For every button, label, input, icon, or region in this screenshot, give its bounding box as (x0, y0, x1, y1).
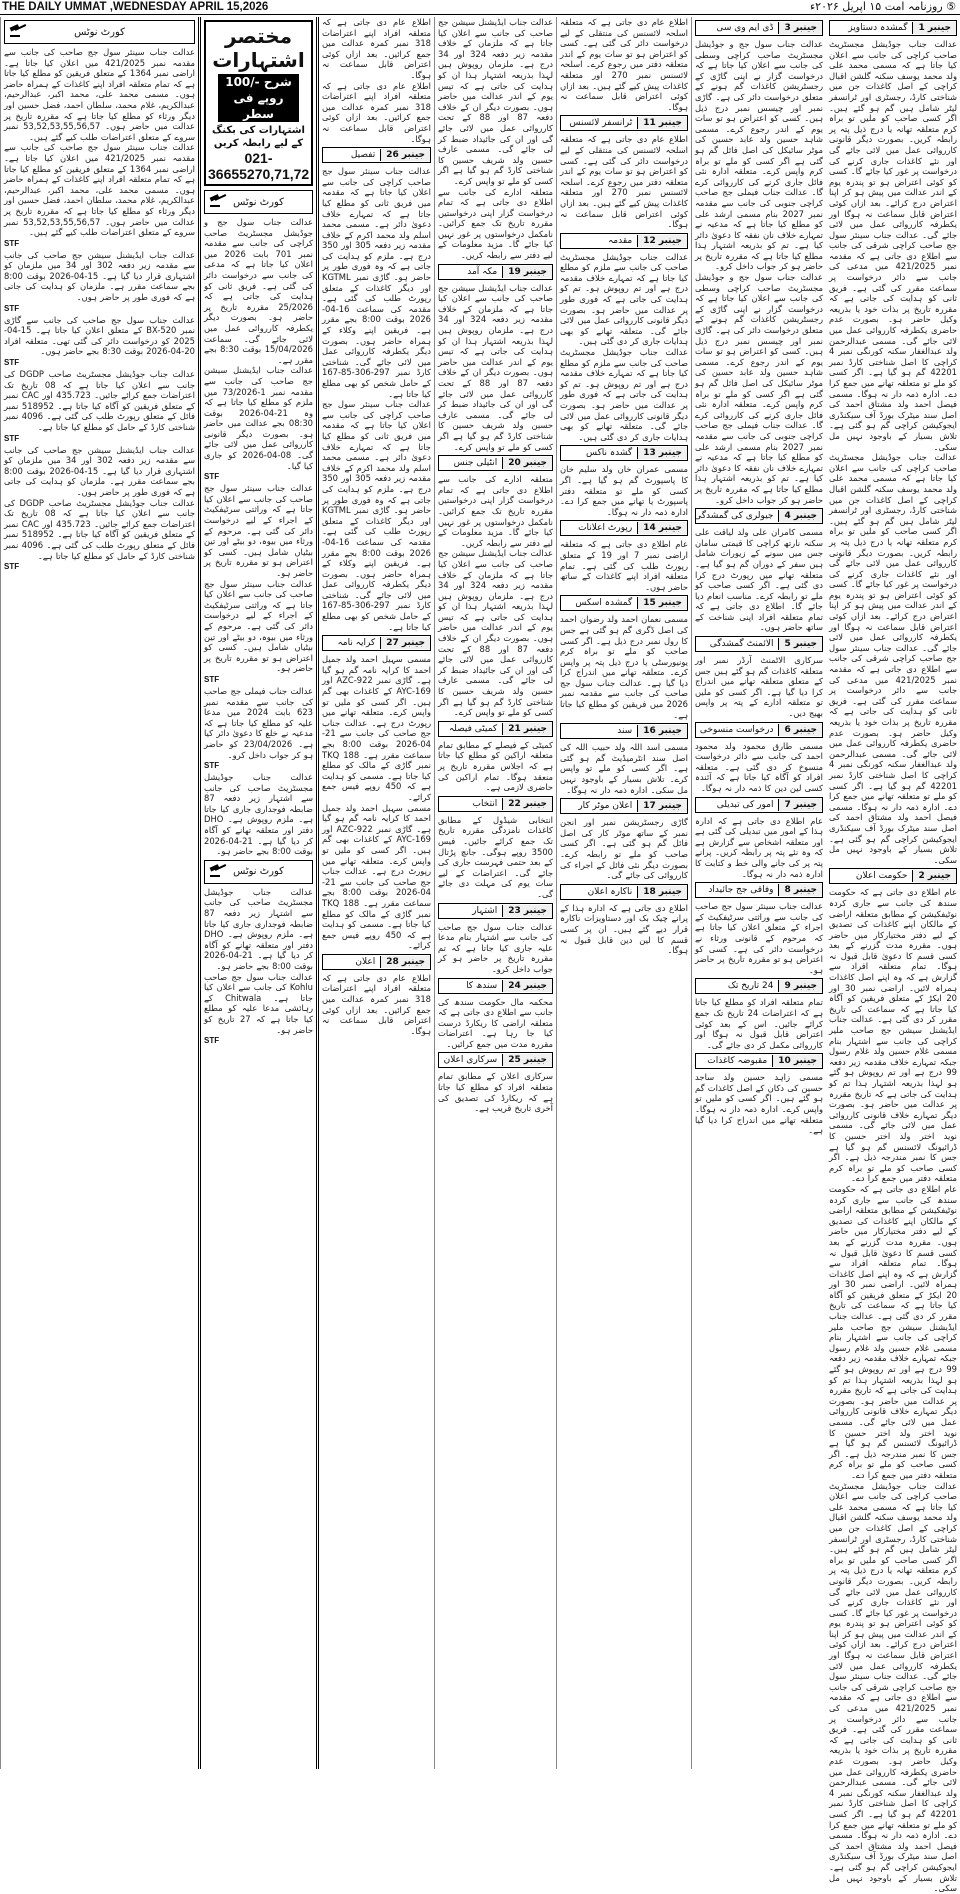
notice-body: اطلاع عام دی جاتی ہے کہ متعلقہ افراد اپنے اعتراضات 318 نمبر کمرہ عدالت میں جمع کرائیں۔ بعد ازاں کوئی اعتراض قابل سماعت نہ ہوگا۔ (322, 972, 431, 1036)
notice-body: عدالت جناب ایڈیشنل سیشن جج صاحب کی جانب سے اعلان کیا جاتا ہے کہ ملزمان کے خلاف مقدمہ زیر دفعہ 324 اور 34 درج ہے۔ ملزمان روپوش ہیں لہذا بذریعہ اشتہار ہذا ان کو ہدایت کی جاتی ہے کہ تیس یوم کے اندر عدالت میں حاضر ہوں۔ بصورت دیگر ان کے خلاف دفعہ 87 اور 88 کے تحت کارروائی عمل میں لائی جائے گی اور ان کی جائیداد ضبط کر لی جائے گی۔ مسمی عارف حسین ولد شریف حسین کا شناختی کارڈ گم ہو گیا ہے اگر کسی کو ملے تو واپس کرے۔ (438, 548, 553, 718)
classified-ad-box (204, 20, 313, 186)
notice-body: عدالت جناب سینئر سول جج صاحب کی جانب سے مقدمہ نمبر 421/2025 میں اعلان کیا جاتا ہے۔ اراضی نمبر 1364 کے متعلق فریقین کو مطلع کیا جاتا ہے کہ تمام متعلقہ افراد اپنے کاغذات کے ہمراہ حاضر ہوں۔ مسمی محمد علی، محمد اکبر، عبدالرحیم، عبدالکریم، غلام محمد، سلطان احمد، فضل حسین اور دیگر ورثاء کو مطلع کیا جاتا ہے کہ مقررہ تاریخ پر عدالت میں حاضر ہوں۔ 53,52,53,55,56,57 نمبر سروے کے متعلق اعتراضات طلب کیے گئے ہیں۔ (4, 142, 196, 238)
notice-number: جینبر 24 (502, 980, 552, 992)
notice-body: عدالت جناب جوڈیشل مجسٹریٹ صاحب کراچی کی جانب سے اعلان کیا جاتا ہے کہ مسمی محمد علی ولد محمد یوسف سکنہ گلشن اقبال کراچی کے اصل کاغذات جن میں شناختی کارڈ، رجسٹری اور ٹرانسفر لیٹر شامل ہیں گم ہو گئے ہیں۔ اگر کسی صاحب کو ملیں تو براہ کرم متعلقہ تھانہ یا درج ذیل پتہ پر رابطہ کریں۔ بصورت دیگر قانونی کارروائی عمل میں لائی جائے گی اور نئے کاغذات جاری کرنے کی درخواست پر غور کیا جائے گا۔ کسی کو کوئی اعتراض ہو تو پندرہ یوم کے اندر عدالت میں پیش ہو کر اپنا اعتراض درج کرائے۔ بعد ازاں کوئی اعتراض قابل سماعت نہ ہوگا اور یکطرفہ کارروائی عمل میں لائی جائے گی۔ عدالت جناب سینئر سول جج صاحب کراچی شرقی کی جانب سے اطلاع دی جاتی ہے کہ مقدمہ نمبر 421/2025 میں مدعی کی جانب سے دائر درخواست پر سماعت مقرر کی گئی ہے۔ فریق ثانی کو ہدایت کی جاتی ہے کہ مقررہ تاریخ پر بذات خود یا بذریعہ وکیل حاضر ہو۔ بصورت عدم حاضری یکطرفہ کارروائی عمل میں لائی جائے گی۔ مسمی عبدالرحمن ولد عبدالغفار سکنہ کورنگی نمبر 4 کراچی کا اصل شناختی کارڈ نمبر 42201 گم ہو گیا ہے۔ اگر کسی کو ملے تو متعلقہ تھانے میں جمع کرا دے۔ ادارہ ذمہ دار نہ ہوگا۔ مسمی فیصل احمد ولد مشتاق احمد کی اصل سند میٹرک بورڈ آف سیکنڈری ایجوکیشن کراچی گم ہو گئی ہے۔ تلاش بسیار کے باوجود نہیں مل سکی۔ (829, 1480, 957, 1894)
notice-heading (560, 595, 688, 611)
notice-body: کمیٹی کے فیصلے کے مطابق تمام متعلقہ اراکین کو مطلع کیا جاتا ہے کہ اجلاس مقررہ تاریخ پر منعقد ہوگا۔ تمام اراکین کی حاضری لازمی ہے۔ (438, 739, 553, 793)
notice-body: عام اطلاع دی جاتی ہے کہ حکومت سندھ کی جانب سے جاری کردہ نوٹیفکیشن کے مطابق متعلقہ اراضی کے مالکان اپنے کاغذات کی تصدیق کے لیے دفتر مختیارکار میں حاضر ہوں۔ مقررہ مدت گزرنے کے بعد کسی قسم کا دعویٰ قابل قبول نہ ہوگا۔ تمام متعلقہ افراد سے گزارش ہے کہ وہ اپنے اصل کاغذات ہمراہ لائیں۔ اراضی نمبر 30 اور 20 ایکڑ کے متعلق فریقین کو آگاہ کیا جاتا ہے کہ سماعت کی تاریخ مقرر کر دی گئی ہے۔ عدالت جناب ایڈیشنل سیشن جج صاحب ملیر کراچی کی جانب سے اشتہار بنام مسمی غلام حسین ولد غلام رسول جبکہ تمہارے خلاف مقدمہ زیر دفعہ 99 درج ہے اور تم روپوش ہو گئے ہو لہذا بذریعہ اشتہار ہذا تم کو ہدایت کی جاتی ہے کہ تاریخ مقررہ پر عدالت میں حاضر ہو۔ بصورت دیگر تمہارے خلاف قانونی کارروائی عمل میں لائی جائے گی۔ مسمی نوید اختر ولد اختر حسین کا ڈرائیونگ لائسنس گم ہو گیا ہے جس کا نمبر مندرجہ ذیل ہے۔ اگر کسی صاحب کو ملے تو براہ کرم متعلقہ دفتر میں جمع کرا دے۔ (829, 1183, 958, 1480)
column-2 (691, 17, 826, 1769)
notice-body: عدالت جناب سینئر سول جج صاحب کی جانب سے مقدمہ نمبر 421/2025 میں اعلان کیا جاتا ہے۔ اراضی نمبر 1364 کے متعلق فریقین کو مطلع کیا جاتا ہے کہ تمام متعلقہ افراد اپنے کاغذات کے ہمراہ حاضر ہوں۔ مسمی محمد علی، محمد اکبر، عبدالرحیم، عبدالکریم، غلام محمد، سلطان احمد، فضل حسین اور دیگر ورثاء کو مطلع کیا جاتا ہے کہ مقررہ تاریخ پر عدالت میں حاضر ہوں۔ 53,52,53,55,56,57 نمبر سروے کے متعلق اعتراضات طلب کیے گئے ہیں۔ (4, 47, 196, 142)
columns (0, 17, 960, 1894)
notice-body: انتخابی شیڈول کے مطابق کاغذات نامزدگی مقررہ تاریخ تک جمع کرائے جائیں۔ فیس 3500 روپے ہوگی۔ جانچ پڑتال کے بعد حتمی فہرست جاری کی جائے گی۔ اعتراضات کے لیے سات یوم کی مہلت دی جائے گی۔ (438, 814, 553, 899)
notice-title: تفصیل (350, 150, 376, 161)
notice-title: گمشدہ اسکس (575, 598, 633, 609)
notice-heading (322, 954, 431, 970)
notice-body: عدالت جناب ایڈیشنل سیشن جج صاحب کی جانب سے اعلان کیا جاتا ہے کہ ملزمان کے خلاف مقدمہ زیر دفعہ 324 اور 34 درج ہے۔ ملزمان روپوش ہیں لہذا بذریعہ اشتہار ہذا ان کو ہدایت کی جاتی ہے کہ تیس یوم کے اندر عدالت میں حاضر ہوں۔ بصورت دیگر ان کے خلاف دفعہ 87 اور 88 کے تحت کارروائی عمل میں لائی جائے گی اور ان کی جائیداد ضبط کر لی جائے گی۔ مسمی عارف حسین ولد شریف حسین کا شناختی کارڈ گم ہو گیا ہے اگر کسی کو ملے تو واپس کرے۔ (438, 17, 553, 186)
notice-title: کمیٹی فیصلہ (448, 723, 498, 734)
notice-heading (829, 20, 957, 36)
notice-heading (829, 868, 957, 884)
gavel-icon (9, 24, 29, 38)
notice-body: عدالت جناب جوڈیشل مجسٹریٹ صاحب کراچی کی جانب سے اعلان کیا جاتا ہے کہ مسمی محمد علی ولد محمد یوسف سکنہ گلشن اقبال کراچی کے اصل کاغذات جن میں شناختی کارڈ، رجسٹری اور ٹرانسفر لیٹر شامل ہیں گم ہو گئے ہیں۔ اگر کسی صاحب کو ملیں تو براہ کرم متعلقہ تھانہ یا درج ذیل پتہ پر رابطہ کریں۔ بصورت دیگر قانونی کارروائی عمل میں لائی جائے گی اور نئے کاغذات جاری کرنے کی درخواست پر غور کیا جائے گا۔ کسی کو کوئی اعتراض ہو تو پندرہ یوم کے اندر عدالت میں پیش ہو کر اپنا اعتراض درج کرائے۔ بعد ازاں کوئی اعتراض قابل سماعت نہ ہوگا اور یکطرفہ کارروائی عمل میں لائی جائے گی۔ عدالت جناب سینئر سول جج صاحب کراچی شرقی کی جانب سے اطلاع دی جاتی ہے کہ مقدمہ نمبر 421/2025 میں مدعی کی جانب سے دائر درخواست پر سماعت مقرر کی گئی ہے۔ فریق ثانی کو ہدایت کی جاتی ہے کہ مقررہ تاریخ پر بذات خود یا بذریعہ وکیل حاضر ہو۔ بصورت عدم حاضری یکطرفہ کارروائی عمل میں لائی جائے گی۔ مسمی عبدالرحمن ولد عبدالغفار سکنہ کورنگی نمبر 4 کراچی کا اصل شناختی کارڈ نمبر 42201 گم ہو گیا ہے۔ اگر کسی کو ملے تو متعلقہ تھانے میں جمع کرا دے۔ ادارہ ذمہ دار نہ ہوگا۔ مسمی فیصل احمد ولد مشتاق احمد کی اصل سند میٹرک بورڈ آف سیکنڈری ایجوکیشن کراچی گم ہو گئی ہے۔ تلاش بسیار کے باوجود نہیں مل سکی۔ (829, 452, 957, 865)
notice-body: مسمی زاہد حسین ولد ساجد حسین کی دکان کے اصل کاغذات گم ہو گئے ہیں۔ اگر کسی کو ملیں تو واپس کرے۔ ادارہ ذمہ دار نہ ہوگا۔ متعلقہ تھانے میں اندراج کرا دیا گیا ہے۔ (695, 1072, 823, 1136)
ad-contact: اشتہارات کی بکنگ کے لیے رابطہ کریں (212, 125, 305, 149)
notice-title: رپورٹ اعلانات (578, 523, 633, 534)
notice-body: عدالت جناب جوڈیشل مجسٹریٹ صاحب کی جانب سے اشتہار زیر دفعہ 87 ضابطہ فوجداری جاری کیا جاتا ہے۔ ملزم روپوش ہے۔ DHO دفتر اور متعلقہ تھانے کو آگاہ کر دیا گیا ہے۔ 21-04-2026 بوقت 8:00 بجے حاضر ہو۔ (204, 886, 313, 971)
notice-body: عدالت جناب سول جج و جوڈیشل مجسٹریٹ صاحب کراچی وسطی کی جانب سے اعلان کیا جاتا ہے کہ درخواست گزار نے اپنی گاڑی کے رجسٹریشن کاغذات گم ہونے کے متعلق درخواست دائر کی ہے۔ گاڑی نمبر اور چیسس نمبر درج ذیل ہیں۔ کسی کو اعتراض ہو تو سات یوم کے اندر رجوع کرے۔ مسمی شاہد حسین ولد عابد حسین کی موٹر سائیکل کی اصل فائل گم ہو گئی ہے اگر کسی کو ملے تو براہ کرم واپس کرے۔ متعلقہ ادارہ نئی فائل جاری کرنے کی کارروائی کرے گا۔ عدالت جناب فیملی جج صاحب کراچی جنوبی کی جانب سے مقدمہ نمبر 2027 بنام مسمی ارشد علی کو مطلع کیا جاتا ہے کہ مدعیہ نے تمہارے خلاف نان نفقہ کا دعویٰ دائر کیا ہے۔ تم کو بذریعہ اشتہار ہذا مطلع کیا جاتا ہے کہ مقررہ تاریخ پر حاضر ہو کر جواب داخل کرو۔ (695, 272, 824, 505)
notice-body: عدالت جناب جوڈیشل مجسٹریٹ صاحب کراچی کی جانب سے اعلان کیا جاتا ہے کہ مسمی محمد علی ولد محمد یوسف سکنہ گلشن اقبال کراچی کے اصل کاغذات جن میں شناختی کارڈ، رجسٹری اور ٹرانسفر لیٹر شامل ہیں گم ہو گئے ہیں۔ اگر کسی صاحب کو ملیں تو براہ کرم متعلقہ تھانہ یا درج ذیل پتہ پر رابطہ کریں۔ بصورت دیگر قانونی کارروائی عمل میں لائی جائے گی اور نئے کاغذات جاری کرنے کی درخواست پر غور کیا جائے گا۔ کسی کو کوئی اعتراض ہو تو پندرہ یوم کے اندر عدالت میں پیش ہو کر اپنا اعتراض درج کرائے۔ بعد ازاں کوئی اعتراض قابل سماعت نہ ہوگا اور یکطرفہ کارروائی عمل میں لائی جائے گی۔ عدالت جناب سینئر سول جج صاحب کراچی شرقی کی جانب سے اطلاع دی جاتی ہے کہ مقدمہ نمبر 421/2025 میں مدعی کی جانب سے دائر درخواست پر سماعت مقرر کی گئی ہے۔ فریق ثانی کو ہدایت کی جاتی ہے کہ مقررہ تاریخ پر بذات خود یا بذریعہ وکیل حاضر ہو۔ بصورت عدم حاضری یکطرفہ کارروائی عمل میں لائی جائے گی۔ مسمی عبدالرحمن ولد عبدالغفار سکنہ کورنگی نمبر 4 کراچی کا اصل شناختی کارڈ نمبر 42201 گم ہو گیا ہے۔ اگر کسی کو ملے تو متعلقہ تھانے میں جمع کرا دے۔ ادارہ ذمہ دار نہ ہوگا۔ مسمی فیصل احمد ولد مشتاق احمد کی اصل سند میٹرک بورڈ آف سیکنڈری ایجوکیشن کراچی گم ہو گئی ہے۔ تلاش بسیار کے باوجود نہیں مل سکی۔ (829, 39, 957, 452)
notice-body: مسمی نعمان احمد ولد رضوان احمد کی اصل ڈگری گم ہو گئی ہے جس کا رول نمبر درج ذیل ہے۔ اگر کسی صاحب کو ملے تو براہ کرم یونیورسٹی یا درج ذیل پتہ پر واپس کرے۔ متعلقہ تھانے میں اندراج کرا دیا گیا ہے۔ عدالت جناب سول جج صاحب کی جانب سے مقدمہ نمبر 2026 میں فریقین کو مطلع کیا جاتا ہے۔ (560, 614, 688, 720)
notice-title: درخواست منسوخی (699, 724, 774, 735)
column-7 (0, 17, 198, 1769)
notice-body: عدالت جناب سول جج و جوڈیشل مجسٹریٹ صاحب کراچی وسطی کی جانب سے اعلان کیا جاتا ہے کہ درخواست گزار نے اپنی گاڑی کے رجسٹریشن کاغذات گم ہونے کے متعلق درخواست دائر کی ہے۔ گاڑی نمبر اور چیسس نمبر درج ذیل ہیں۔ کسی کو اعتراض ہو تو سات یوم کے اندر رجوع کرے۔ مسمی شاہد حسین ولد عابد حسین کی موٹر سائیکل کی اصل فائل گم ہو گئی ہے اگر کسی کو ملے تو براہ کرم واپس کرے۔ متعلقہ ادارہ نئی فائل جاری کرنے کی کارروائی کرے گا۔ عدالت جناب فیملی جج صاحب کراچی جنوبی کی جانب سے مقدمہ نمبر 2027 بنام مسمی ارشد علی کو مطلع کیا جاتا ہے کہ مدعیہ نے تمہارے خلاف نان نفقہ کا دعویٰ دائر کیا ہے۔ تم کو بذریعہ اشتہار ہذا مطلع کیا جاتا ہے کہ مقررہ تاریخ پر حاضر ہو کر جواب داخل کرو۔ (695, 39, 824, 272)
notice-title: جیولری کی گمشدگی (694, 511, 774, 522)
notice-title: مکہ آمد (467, 266, 498, 277)
notice-body: عدالت جناب ایڈیشنل سیشن جج صاحب کی جانب سے مقدمہ زیر دفعہ 302 اور 34 میں ملزمان کو اشتہاری قرار دیا گیا ہے۔ 15-04-2026 بوقت 8:00 بجے سماعت مقرر ہے۔ ملزمان کو ہدایت کی جاتی ہے کہ فوری طور پر حاضر ہوں۔ (4, 249, 195, 303)
notice-body: گاڑی رجسٹریشن نمبر اور انجن نمبر کے ساتھ موٹر کار کی اصل فائل گم ہو گئی ہے۔ اگر کسی صاحب کو ملے تو رابطہ کرے۔ بصورت دیگر نئی فائل کے اجراء کی کارروائی کی جائے گی۔ (560, 817, 688, 881)
notice-title: سندھ کا (466, 980, 498, 991)
notice-body: اطلاع عام دی جاتی ہے کہ متعلقہ افراد اپنے اعتراضات 318 نمبر کمرہ عدالت میں جمع کرائیں۔ بعد ازاں کوئی اعتراض قابل سماعت نہ ہوگا۔ (322, 17, 431, 80)
notice-number: جینبر 27 (380, 637, 430, 649)
notice-body: عدالت جناب جوڈیشل مجسٹریٹ صاحب DGDP کی جانب سے اعلان کیا جاتا ہے کہ 08 تاریخ تک اعتراضات جمع کرائے جائیں۔ 435.723 اور CAC نمبر کے متعلق فریقین کو آگاہ کیا جاتا ہے۔ 518952 نمبر فائل کے متعلق رپورٹ طلب کی گئی ہے۔ 4096 نمبر شناختی کارڈ کے حامل کو مطلع کیا جاتا ہے۔ (4, 497, 196, 561)
notice-body: عدالت جناب ایڈیشنل سیشن جج صاحب کی جانب سے اعلان کیا جاتا ہے کہ ملزمان کے خلاف مقدمہ زیر دفعہ 324 اور 34 درج ہے۔ ملزمان روپوش ہیں لہذا بذریعہ اشتہار ہذا ان کو ہدایت کی جاتی ہے کہ تیس یوم کے اندر عدالت میں حاضر ہوں۔ بصورت دیگر ان کے خلاف دفعہ 87 اور 88 کے تحت کارروائی عمل میں لائی جائے گی اور ان کی جائیداد ضبط کر لی جائے گی۔ مسمی عارف حسین ولد شریف حسین کا شناختی کارڈ گم ہو گیا ہے اگر کسی کو ملے تو واپس کرے۔ (438, 282, 553, 452)
notice-title: اشتہار (472, 905, 498, 916)
notice-body: مسمی سہیل احمد ولد جمیل احمد کا کرایہ نامہ گم ہو گیا ہے۔ گاڑی نمبر AZC-922 اور AYC-169 کے کاغذات بھی گم ہیں۔ اگر کسی کو ملیں تو واپس کرے۔ متعلقہ تھانے میں رپورٹ درج ہے۔ عدالت جناب جج صاحب کی جانب سے 21-04-2026 بوقت 8:00 بجے سماعت مقرر ہے۔ TKQ 188 نمبر گاڑی کے مالک کو مطلع کیا جاتا ہے۔ مسمی کو ہدایت ہے کہ 450 روپے فیس جمع کرائے۔ (322, 654, 431, 802)
notice-number: جینبر 21 (502, 723, 552, 735)
notice-body: مسمی سہیل احمد ولد جمیل احمد کا کرایہ نامہ گم ہو گیا ہے۔ گاڑی نمبر AZC-922 اور AYC-169 کے کاغذات بھی گم ہیں۔ اگر کسی کو ملیں تو واپس کرے۔ متعلقہ تھانے میں رپورٹ درج ہے۔ عدالت جناب جج صاحب کی جانب سے 21-04-2026 بوقت 8:00 بجے سماعت مقرر ہے۔ TKQ 188 نمبر گاڑی کے مالک کو مطلع کیا جاتا ہے۔ مسمی کو ہدایت ہے کہ 450 روپے فیس جمع کرائے۔ (322, 802, 431, 951)
masthead-english: THE DAILY UMMAT ,WEDNESDAY APRIL 15,2026 (2, 1, 269, 13)
notice-number: جینبر 14 (637, 522, 687, 534)
notice-title: وفاقی جج جائیداد (708, 885, 774, 896)
notice-number: جینبر 12 (637, 235, 687, 247)
court-notice-heading (204, 190, 313, 214)
notice-title: مقبوضہ کاغذات (707, 1056, 768, 1067)
notice-body: عدالت جناب سینئر سول جج صاحب کراچی کی جانب سے اعلان کیا جاتا ہے کہ مقدمہ میں فریق ثانی کو مطلع کیا جاتا ہے کہ تمہارے خلاف دعویٰ دائر ہے۔ مسمی محمد اسلم ولد محمد اکرم کے خلاف مقدمہ زیر دفعہ 305 اور 350 درج ہے۔ ملزم کو ہدایت کی جاتی ہے کہ وہ فوری طور پر حاضر ہو۔ گاڑی نمبر KGTML اور دیگر کاغذات کے متعلق رپورٹ طلب کی گئی ہے۔ مقدمہ کی سماعت 16-04-2026 بوقت 8:00 بجے مقرر ہے۔ فریقین اپنے وکلاء کے ہمراہ حاضر ہوں۔ بصورت دیگر یکطرفہ کارروائی عمل میں لائی جائے گی۔ شناختی کارڈ نمبر 297-306-85-167 کے حامل شخص کو بھی مطلع کیا جاتا ہے۔ (322, 399, 431, 632)
notice-heading (438, 978, 553, 994)
notice-number: جینبر 11 (637, 117, 687, 129)
notice-title: کرایہ نامہ (337, 638, 376, 649)
notice-body: اطلاع دی جاتی ہے کہ ادارہ ہذا کے پرانے چیک بک اور دستاویزات ناکارہ قرار دیے گئے ہیں۔ ان پر کسی قسم کا لین دین قابل قبول نہ ہوگا۔ (560, 902, 688, 956)
notice-title: الائمنٹ گمشدگی (709, 639, 774, 650)
notice-body: متعلقہ ادارے کی جانب سے اطلاع دی جاتی ہے کہ تمام درخواست گزار اپنی درخواستیں مقررہ تاریخ تک جمع کرائیں۔ نامکمل درخواستوں پر غور نہیں کیا جائے گا۔ مزید معلومات کے لیے دفتر سے رابطہ کریں۔ (438, 186, 553, 261)
notice-number: جینبر 18 (637, 886, 687, 898)
notice-heading (560, 233, 688, 249)
notice-body: عدالت جناب سول جج صاحب Kohlu کی جانب سے اعلان کیا جاتا ہے۔ Chitwala کے رہائشی مدعا علیہ کو مطلع کیا جاتا ہے کہ 27 تاریخ کو حاضر ہو۔ (204, 971, 313, 1035)
notice-number: جینبر 22 (502, 798, 552, 810)
notice-heading (695, 882, 823, 898)
notice-heading (438, 796, 553, 812)
notice-title: اعلان موٹر کار (578, 801, 633, 812)
notice-number: جینبر 7 (778, 799, 822, 811)
stf-signature: STF (4, 562, 20, 572)
notice-body: عدالت جناب فیملی جج صاحب کی جانب سے مقدمہ نمبر 623 بابت 2024 میں مدعا علیہ کو مطلع کیا جاتا ہے کہ مدعیہ نے خلع کا دعویٰ دائر کیا ہے۔ 23/04/2026 کو حاضر ہو کر جواب داخل کرو۔ (204, 685, 313, 760)
stf-signature: STF (204, 1036, 220, 1046)
notice-body: عدالت جناب سول جج صاحب کی جانب سے گاڑی نمبر BX-520 کے متعلق اعلان کیا جاتا ہے۔ 15-04-2025 کو درخواست دائر کی گئی تھی۔ متعلقہ افراد 20-04-2026 بوقت 8:30 بجے حاضر ہوں۔ (4, 314, 196, 357)
notice-heading (560, 520, 688, 536)
notice-number: جینبر 15 (637, 597, 687, 609)
notice-body: محکمہ مال حکومت سندھ کی جانب سے اطلاع دی جاتی ہے کہ متعلقہ اراضی کا ریکارڈ درست کیا جا رہا ہے۔ اعتراضات مقررہ مدت میں جمع کرائیں۔ (438, 996, 553, 1049)
notice-heading (560, 723, 688, 739)
ad-phone: 021-36655270,71,72 (208, 150, 310, 182)
notice-heading (695, 20, 823, 36)
notice-heading (322, 635, 431, 651)
notice-title: مقدمہ (608, 235, 633, 246)
notice-heading (560, 798, 688, 814)
notice-body: عدالت جناب ایڈیشنل سیشن جج صاحب کی جانب سے مقدمہ نمبر 1-73/2026 میں ملزم کو مطلع کیا جاتا ہے کہ وہ 21-04-2026 بوقت 08:30 بجے عدالت میں حاضر ہو۔ بصورت دیگر قانونی کارروائی عمل میں لائی جائے گی۔ 08-04-2026 کو جاری کیا گیا۔ (204, 365, 313, 471)
notice-body: عدالت جناب سول جج صاحب کی جانب سے اشتہار بنام مدعا علیہ جاری کیا جاتا ہے کہ تم مقررہ تاریخ پر حاضر ہو کر جواب داخل کرو۔ (438, 921, 553, 974)
court-notice-title: کورٹ نوٹس (233, 196, 284, 208)
ad-title: مختصر اشتہارات (212, 24, 305, 72)
notice-body: عدالت جناب ایڈیشنل سیشن جج صاحب کی جانب سے مقدمہ زیر دفعہ 302 اور 34 میں ملزمان کو اشتہاری قرار دیا گیا ہے۔ 15-04-2026 بوقت 8:00 بجے سماعت مقرر ہے۔ ملزمان کو ہدایت کی جاتی ہے کہ فوری طور پر حاضر ہوں۔ (4, 444, 195, 497)
notice-title: امور کی تبدیلی (716, 799, 774, 810)
page-header (0, 0, 960, 15)
notice-number: جینبر 6 (778, 724, 822, 736)
notice-body: سرکاری اعلان کے مطابق تمام متعلقہ افراد کو مطلع کیا جاتا ہے کہ ریکارڈ کی تصدیق کی آخری تاریخ قریب ہے۔ (438, 1071, 553, 1114)
notice-heading (438, 264, 553, 280)
notice-heading (438, 721, 553, 737)
notice-body: عدالت جناب جوڈیشل مجسٹریٹ صاحب DGDP کی جانب سے اعلان کیا جاتا ہے کہ 08 تاریخ تک اعتراضات جمع کرائے جائیں۔ 435.723 اور CAC نمبر کے متعلق فریقین کو آگاہ کیا جاتا ہے۔ 518952 نمبر فائل کے متعلق رپورٹ طلب کی گئی ہے۔ 4096 نمبر شناختی کارڈ کے حامل کو مطلع کیا جاتا ہے۔ (4, 369, 196, 432)
column-6 (198, 17, 316, 1769)
notice-heading (695, 722, 823, 738)
notice-heading (560, 884, 688, 900)
notice-body: تمام متعلقہ افراد کو مطلع کیا جاتا ہے کہ اعتراضات 24 تاریخ تک جمع کرائے جائیں۔ اس کے بعد کوئی اعتراض قابل قبول نہ ہوگا اور کارروائی مکمل کر دی جائے گی۔ (695, 997, 823, 1050)
column-5 (316, 17, 434, 1769)
notice-body: مسمی عمران خان ولد سلیم خان کا پاسپورٹ گم ہو گیا ہے۔ اگر کسی کو ملے تو متعلقہ دفتر پاسپورٹ یا تھانے میں جمع کرا دے۔ ادارہ ذمہ دار نہ ہوگا۔ (560, 464, 688, 517)
notice-number: جینبر 4 (778, 510, 822, 522)
court-notice-heading (204, 860, 313, 884)
stf-signature: STF (204, 674, 220, 684)
ad-rate: شرح -/100 روپے فی سطر (218, 74, 299, 122)
notice-heading (695, 978, 823, 994)
notice-number: جینبر 10 (772, 1055, 822, 1067)
notice-heading (560, 115, 688, 131)
notice-number: جینبر 19 (502, 266, 552, 278)
court-notice-title: کورٹ نوٹس (233, 866, 284, 878)
notice-title: حکومت اعلان (855, 871, 908, 882)
notice-body: عام اطلاع دی جاتی ہے کہ حکومت سندھ کی جانب سے جاری کردہ نوٹیفکیشن کے مطابق متعلقہ اراضی کے مالکان اپنے کاغذات کی تصدیق کے لیے دفتر مختیارکار میں حاضر ہوں۔ مقررہ مدت گزرنے کے بعد کسی قسم کا دعویٰ قابل قبول نہ ہوگا۔ تمام متعلقہ افراد سے گزارش ہے کہ وہ اپنے اصل کاغذات ہمراہ لائیں۔ اراضی نمبر 30 اور 20 ایکڑ کے متعلق فریقین کو آگاہ کیا جاتا ہے کہ سماعت کی تاریخ مقرر کر دی گئی ہے۔ عدالت جناب ایڈیشنل سیشن جج صاحب ملیر کراچی کی جانب سے اشتہار بنام مسمی غلام حسین ولد غلام رسول جبکہ تمہارے خلاف مقدمہ زیر دفعہ 99 درج ہے اور تم روپوش ہو گئے ہو لہذا بذریعہ اشتہار ہذا تم کو ہدایت کی جاتی ہے کہ تاریخ مقررہ پر عدالت میں حاضر ہو۔ بصورت دیگر تمہارے خلاف قانونی کارروائی عمل میں لائی جائے گی۔ مسمی نوید اختر ولد اختر حسین کا ڈرائیونگ لائسنس گم ہو گیا ہے جس کا نمبر مندرجہ ذیل ہے۔ اگر کسی صاحب کو ملے تو براہ کرم متعلقہ دفتر میں جمع کرا دے۔ (829, 887, 958, 1184)
notice-title: ٹرانسفر لائسنس (569, 118, 633, 129)
notice-heading (438, 903, 553, 919)
stf-signature: STF (4, 238, 20, 248)
notice-body: عدالت جناب جوڈیشل مجسٹریٹ صاحب کی جانب سے ملزم کو مطلع کیا جاتا ہے کہ تمہارے خلاف مقدمہ درج ہے اور تم روپوش ہو۔ تم کو ہدایت کی جاتی ہے کہ فوری طور پر عدالت میں حاضر ہو۔ بصورت دیگر قانونی کارروائی عمل میں لائی جائے گی۔ متعلقہ تھانے کو بھی ہدایات جاری کر دی گئی ہیں۔ (560, 347, 688, 442)
stf-signature: STF (4, 358, 20, 368)
notice-body: عدالت جناب سینئر سول جج صاحب کراچی کی جانب سے اعلان کیا جاتا ہے کہ مقدمہ میں فریق ثانی کو مطلع کیا جاتا ہے کہ تمہارے خلاف دعویٰ دائر ہے۔ مسمی محمد اسلم ولد محمد اکرم کے خلاف مقدمہ زیر دفعہ 305 اور 350 درج ہے۔ ملزم کو ہدایت کی جاتی ہے کہ وہ فوری طور پر حاضر ہو۔ گاڑی نمبر KGTML اور دیگر کاغذات کے متعلق رپورٹ طلب کی گئی ہے۔ مقدمہ کی سماعت 16-04-2026 بوقت 8:00 بجے مقرر ہے۔ فریقین اپنے وکلاء کے ہمراہ حاضر ہوں۔ بصورت دیگر یکطرفہ کارروائی عمل میں لائی جائے گی۔ شناختی کارڈ نمبر 297-306-85-167 کے حامل شخص کو بھی مطلع کیا جاتا ہے۔ (322, 166, 431, 399)
notice-title: ناکارہ اعلان (587, 886, 633, 897)
notice-body: مسمی اسد اللہ ولد حبیب اللہ کی اصل سند انٹرمیڈیٹ گم ہو گئی ہے۔ اگر کسی کو ملے تو واپس کرے۔ تلاش بسیار کے باوجود نہیں مل سکی۔ ادارہ ذمہ دار نہ ہوگا۔ (560, 742, 688, 795)
notice-body: اطلاع عام دی جاتی ہے کہ متعلقہ اسلحہ لائسنس کی منتقلی کے لیے درخواست دائر کی گئی ہے۔ کسی کو اعتراض ہو تو سات یوم کے اندر متعلقہ دفتر میں رجوع کرے۔ اسلحہ لائسنس نمبر 270 اور متعلقہ کاغذات پیش کیے گئے ہیں۔ بعد ازاں کوئی اعتراض قابل سماعت نہ ہوگا۔ (560, 17, 688, 112)
notice-heading (695, 508, 823, 524)
notice-body: اطلاع عام دی جاتی ہے کہ متعلقہ افراد اپنے اعتراضات 318 نمبر کمرہ عدالت میں جمع کرائیں۔ بعد ازاں کوئی اعتراض قابل سماعت نہ ہوگا۔ (322, 80, 431, 144)
notice-title: اعلان (355, 956, 376, 967)
notice-number: جینبر 26 (380, 149, 430, 161)
notice-heading (560, 445, 688, 461)
notice-number: جینبر 9 (778, 980, 822, 992)
notice-number: جینبر 16 (637, 725, 687, 737)
notice-number: جینبر 5 (778, 638, 822, 650)
notice-number: جینبر 8 (778, 884, 822, 896)
notice-body: عدالت جناب سول جج و جوڈیشل مجسٹریٹ صاحب کراچی کی جانب سے مقدمہ نمبر 701 بابت 2026 میں اعلان کیا جاتا ہے کہ مدعی کی جانب سے درخواست دائر کی گئی ہے۔ فریق ثانی کو ہدایت کی جاتی ہے کہ 25/2026 مقررہ تاریخ پر حاضر ہو۔ بصورت دیگر یکطرفہ کارروائی عمل میں لائی جائے گی۔ سماعت 15/04/2026 بوقت 8:30 بجے مقرر ہے۔ (204, 217, 313, 365)
notice-number: جینبر 17 (637, 800, 687, 812)
notice-body: مسمی طارق محمود ولد محمود احمد کی جانب سے دائر درخواست منسوخ کر دی گئی ہے۔ متعلقہ افراد کو آگاہ کیا جاتا ہے کہ آئندہ کسی لین دین کا ذمہ دار نہ ہوگا۔ (695, 740, 823, 793)
notice-body: عدالت جناب سینئر سول جج صاحب کی جانب سے وراثتی سرٹیفکیٹ کے اجراء کے متعلق اعلان کیا جاتا ہے کہ مرحوم کے قانونی ورثاء نے درخواست دائر کی ہے۔ کسی کو اعتراض ہو تو مقررہ تاریخ پر حاضر ہو۔ (695, 901, 823, 975)
notice-title: گشدہ ناکس (586, 448, 633, 459)
notice-title: 24 تاریخ تک (727, 981, 774, 992)
stf-signature: STF (204, 761, 220, 771)
notice-heading (322, 147, 431, 163)
notice-number: جینبر 2 (912, 870, 956, 882)
column-1 (826, 17, 960, 1894)
notice-title: انٹیلی جنس (453, 458, 498, 469)
court-notice-title: کورٹ نوٹس (74, 26, 125, 38)
notice-body: اطلاع عام دی جاتی ہے کہ متعلقہ اسلحہ لائسنس کی منتقلی کے لیے درخواست دائر کی گئی ہے۔ کسی کو اعتراض ہو تو سات یوم کے اندر متعلقہ دفتر میں رجوع کرے۔ اسلحہ لائسنس نمبر 270 اور متعلقہ کاغذات پیش کیے گئے ہیں۔ بعد ازاں کوئی اعتراض قابل سماعت نہ ہوگا۔ (560, 134, 688, 230)
stf-signature: STF (4, 433, 20, 443)
notice-number: جینبر 23 (502, 905, 552, 917)
notice-body: عدالت جناب جوڈیشل مجسٹریٹ صاحب کی جانب سے اشتہار زیر دفعہ 87 ضابطہ فوجداری جاری کیا جاتا ہے۔ ملزم روپوش ہے۔ DHO دفتر اور متعلقہ تھانے کو آگاہ کر دیا گیا ہے۔ 21-04-2026 بوقت 8:00 بجے حاضر ہو۔ (204, 772, 313, 857)
notice-body: سرکاری الاٹمنٹ آرڈر نمبر اور متعلقہ کاغذات گم ہو گئے ہیں جس کے متعلق متعلقہ تھانے میں اندراج کرا دیا گیا ہے۔ اگر کسی کو ملیں تو متعلقہ ادارے کے پتہ پر واپس بھیج دیں۔ (695, 655, 823, 719)
notice-title: سرکاری اعلان (443, 1055, 498, 1066)
notice-body: عدالت جناب سینئر سول جج صاحب کی جانب سے اعلان کیا جاتا ہے کہ وراثتی سرٹیفکیٹ کے اجراء کے لیے درخواست دائر کی گئی ہے۔ مرحوم کے ورثاء میں بیوہ، دو بیٹے اور تین بیٹیاں شامل ہیں۔ کسی کو اعتراض ہو تو مقررہ تاریخ پر حاضر ہو۔ (204, 578, 313, 674)
stf-signature: STF (204, 472, 220, 482)
gavel-icon (209, 194, 229, 208)
notice-number: جینبر 25 (502, 1054, 552, 1066)
notice-number: جینبر 3 (778, 22, 822, 34)
notice-body: متعلقہ ادارے کی جانب سے اطلاع دی جاتی ہے کہ تمام درخواست گزار اپنی درخواستیں مقررہ تاریخ تک جمع کرائیں۔ نامکمل درخواستوں پر غور نہیں کیا جائے گا۔ مزید معلومات کے لیے دفتر سے رابطہ کریں۔ (438, 474, 553, 548)
notice-heading (695, 636, 823, 652)
notice-heading (438, 455, 553, 471)
notice-body: عام اطلاع دی جاتی ہے کہ متعلقہ اراضی نمبر 7 اور 19 کے متعلق رپورٹ طلب کی گئی ہے۔ تمام متعلقہ افراد اپنے کاغذات کے ساتھ حاضر ہوں۔ (560, 539, 689, 592)
notice-number: جینبر 20 (502, 457, 552, 469)
notice-heading (695, 1053, 823, 1069)
stf-signature: STF (4, 303, 20, 313)
notice-heading (438, 1052, 553, 1068)
notice-body: عدالت جناب جوڈیشل مجسٹریٹ صاحب کی جانب سے ملزم کو مطلع کیا جاتا ہے کہ تمہارے خلاف مقدمہ درج ہے اور تم روپوش ہو۔ تم کو ہدایت کی جاتی ہے کہ فوری طور پر عدالت میں حاضر ہو۔ بصورت دیگر قانونی کارروائی عمل میں لائی جائے گی۔ متعلقہ تھانے کو بھی ہدایات جاری کر دی گئی ہیں۔ (560, 251, 688, 347)
notice-number: جینبر 28 (380, 956, 430, 968)
court-notice-heading (4, 20, 195, 44)
gavel-icon (209, 864, 229, 878)
notice-title: انتخاب (472, 798, 498, 809)
notice-body: عدالت جناب سینئر سول جج صاحب کی جانب سے اعلان کیا جاتا ہے کہ وراثتی سرٹیفکیٹ کے اجراء کے لیے درخواست دائر کی گئی ہے۔ مرحوم کے ورثاء میں بیوہ، دو بیٹے اور تین بیٹیاں شامل ہیں۔ کسی کو اعتراض ہو تو مقررہ تاریخ پر حاضر ہو۔ (204, 483, 313, 578)
notice-title: سند (617, 726, 633, 737)
notice-body: مسمی کامران علی ولد لیاقت علی سکنہ نارتھ کراچی کا قیمتی سامان جس میں سونے کے زیورات شامل ہیں سفر کے دوران گم ہو گیا ہے۔ متعلقہ تھانے میں رپورٹ درج کرا دی گئی ہے۔ اگر کسی صاحب کو ملے تو رابطہ کرے۔ مناسب انعام دیا جائے گا۔ اطلاع دی جاتی ہے کہ تمام متعلقہ افراد اپنی شناخت کے ساتھ حاضر ہوں۔ (695, 527, 823, 633)
column-3 (556, 17, 691, 1769)
notice-number: جینبر 13 (637, 447, 687, 459)
notice-title: گمشدہ دستاویز (848, 23, 908, 33)
masthead-urdu: ⑤ روزنامہ امت ۱۵ اپریل ۲۰۲۶ء (809, 0, 956, 13)
notice-title: ڈی ایم وی سی (716, 23, 774, 33)
column-4 (434, 17, 556, 1769)
notice-number: جینبر 1 (912, 22, 956, 34)
notice-body: عام اطلاع دی جاتی ہے کہ ادارہ ہذا کے امور میں تبدیلی کی گئی ہے اور متعلقہ اشخاص سے گزارش ہے کہ وہ نئے پتہ پر رابطہ کریں۔ پرانے پتہ پر کی جانے والی خط و کتابت کا ادارہ ذمہ دار نہ ہوگا۔ (695, 815, 823, 879)
notice-heading (695, 797, 823, 813)
